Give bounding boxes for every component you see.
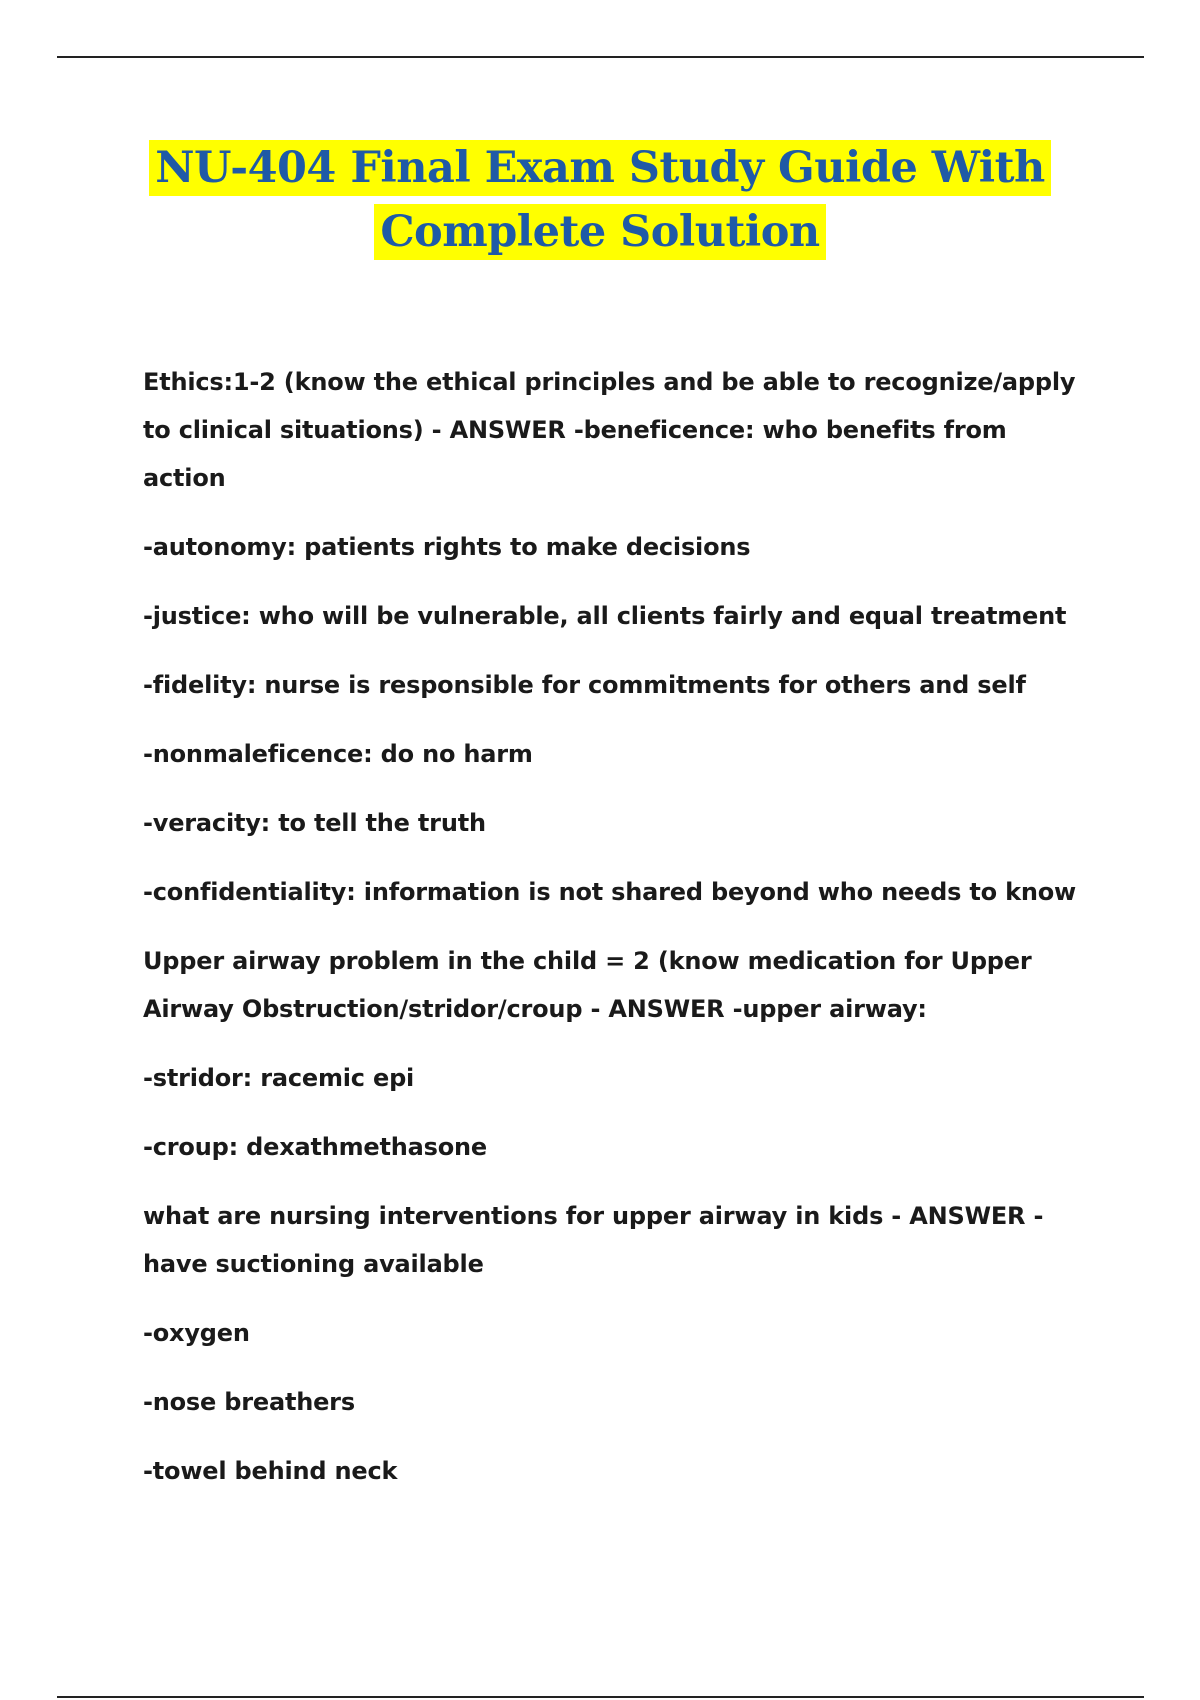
paragraph-confidentiality: -confidentiality: information is not shared beyond who needs to know <box>143 878 1076 906</box>
paragraph-nonmaleficence: -nonmaleficence: do no harm <box>143 740 533 768</box>
title-line-1: NU-404 Final Exam Study Guide With <box>149 140 1051 196</box>
paragraph-upper-airway-question: Upper airway problem in the child = 2 (know medication for Upper Airway Obstruction/stridor/croup - ANSWER -upper airway: <box>143 947 1032 1023</box>
header-rule <box>57 56 1144 58</box>
footer-rule <box>57 1696 1144 1698</box>
paragraph-fidelity: -fidelity: nurse is responsible for commitments for others and self <box>143 671 1026 699</box>
paragraph-autonomy: -autonomy: patients rights to make decisions <box>143 533 751 561</box>
title-line-2: Complete Solution <box>374 204 825 260</box>
paragraph-towel: -towel behind neck <box>143 1457 398 1485</box>
paragraph-veracity: -veracity: to tell the truth <box>143 809 486 837</box>
paragraph-interventions-question: what are nursing interventions for upper airway in kids - ANSWER -have suctioning available <box>143 1202 1044 1278</box>
paragraph-ethics-question: Ethics:1-2 (know the ethical principles and be able to recognize/apply to clinical situations) - ANSWER -beneficence: who benefits from action <box>143 368 1076 492</box>
document-body <box>143 358 1078 1516</box>
document-title <box>0 140 1200 260</box>
paragraph-croup: -croup: dexathmethasone <box>143 1133 487 1161</box>
paragraph-justice: -justice: who will be vulnerable, all clients fairly and equal treatment <box>143 602 1067 630</box>
paragraph-oxygen: -oxygen <box>143 1319 250 1347</box>
paragraph-stridor: -stridor: racemic epi <box>143 1064 415 1092</box>
paragraph-nose-breathers: -nose breathers <box>143 1388 355 1416</box>
